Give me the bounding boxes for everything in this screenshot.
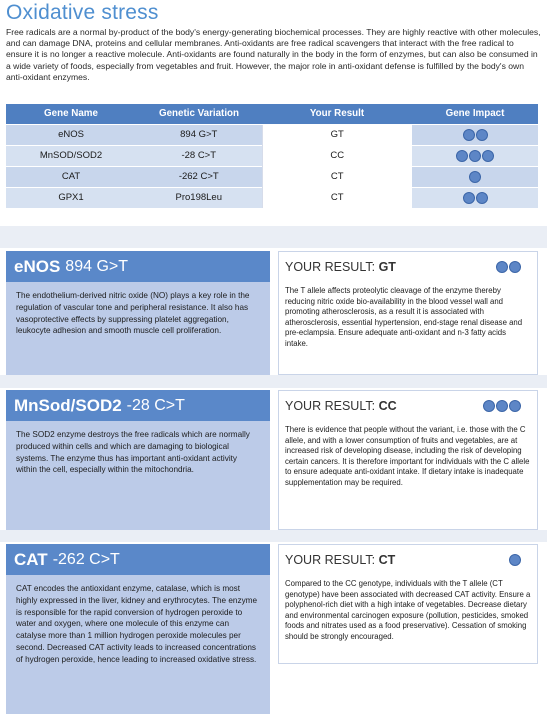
gene-name: MnSod/SOD2 bbox=[14, 395, 122, 415]
impact-dot-icon bbox=[509, 261, 521, 273]
result-panel bbox=[278, 251, 538, 375]
page-title: Oxidative stress bbox=[6, 1, 159, 24]
impact-dot-icon bbox=[476, 129, 488, 141]
gene-cell: eNOS bbox=[6, 124, 136, 145]
header-your-result: Your Result bbox=[262, 104, 412, 124]
variation-cell: 894 G>T bbox=[136, 124, 262, 145]
impact-dot-icon bbox=[483, 400, 495, 412]
impact-dot-icon bbox=[482, 150, 494, 162]
gene-section-enos bbox=[6, 251, 538, 375]
impact-dot-icon bbox=[463, 129, 475, 141]
table-row bbox=[6, 187, 538, 208]
gene-description: The endothelium-derived nitric oxide (NO) plays a key role in the regulation of vascular tone and peripheral resistance. It also has vasoprotective effects by suppressing platelet aggregation, leukocyte adhesion and smooth muscle cell proliferation. bbox=[16, 291, 250, 336]
header-genetic-variation: Genetic Variation bbox=[136, 104, 262, 124]
result-explanation: The T allele affects proteolytic cleavage of the enzyme thereby reducing nitric oxide bio-availability in the blood vessel wall and promoting atherosclerosis, as a result it is associated with atherosclerosis, essential hypertension, end-stage renal disease and pre-eclampsia. Ensure adequate anti-oxidant and n-3 fatty acids intake. bbox=[285, 286, 523, 348]
impact-dots bbox=[469, 171, 481, 183]
gene-section-cat bbox=[6, 544, 538, 714]
result-cell: GT bbox=[262, 124, 412, 145]
gene-description-panel bbox=[6, 251, 270, 375]
result-panel bbox=[278, 544, 538, 664]
header-gene-name: Gene Name bbox=[6, 104, 136, 124]
result-header bbox=[279, 252, 537, 281]
result-prefix: YOUR RESULT: bbox=[285, 398, 376, 413]
gene-variation: -28 C>T bbox=[126, 396, 185, 414]
summary-table bbox=[6, 104, 538, 208]
result-explanation: Compared to the CC genotype, individuals with the T allele (CT genotype) have been associated with decreased CAT activity. Ensure a polyphenol-rich diet with a high intake of vegetables. Decrease dietary and environmental carcinogen exposure (pollution, pesticides, smoked foods and nitrates used as a food preservative). Cessation of smoking should be strongly encouraged. bbox=[285, 579, 531, 641]
impact-cell bbox=[412, 166, 538, 187]
table-row bbox=[6, 124, 538, 145]
table-row bbox=[6, 145, 538, 166]
variation-cell: -262 C>T bbox=[136, 166, 262, 187]
table-header-row bbox=[6, 104, 538, 124]
gene-section-header bbox=[6, 544, 270, 575]
separator-band bbox=[0, 530, 547, 542]
result-cell: CT bbox=[262, 166, 412, 187]
gene-section-mnsod bbox=[6, 390, 538, 530]
gene-variation: -262 C>T bbox=[52, 550, 120, 568]
impact-dot-icon bbox=[456, 150, 468, 162]
table-row bbox=[6, 166, 538, 187]
gene-description-panel bbox=[6, 544, 270, 714]
impact-dot-icon bbox=[463, 192, 475, 204]
impact-cell bbox=[412, 187, 538, 208]
gene-name: CAT bbox=[14, 549, 48, 569]
gene-cell: GPX1 bbox=[6, 187, 136, 208]
gene-section-header bbox=[6, 390, 270, 421]
impact-dots bbox=[456, 150, 494, 162]
impact-dots bbox=[496, 261, 521, 273]
gene-variation: 894 G>T bbox=[65, 257, 128, 275]
result-explanation: There is evidence that people without the variant, i.e. those with the C allele, and with a lower consumption of fruits and vegetables, are at increased risk of developing disease, including the risk of developing certain cancers. It is therefore important for individuals with the C allele to ensure adequate anti-oxidant intake. If dietary intake is inadequate supplementation may be required. bbox=[285, 425, 530, 487]
gene-name: eNOS bbox=[14, 256, 61, 276]
impact-dot-icon bbox=[496, 261, 508, 273]
impact-dots bbox=[483, 400, 521, 412]
gene-description-panel bbox=[6, 390, 270, 530]
impact-dots bbox=[463, 129, 488, 141]
separator-band bbox=[0, 226, 547, 248]
result-label bbox=[285, 553, 395, 567]
result-label bbox=[285, 399, 397, 413]
variation-cell: -28 C>T bbox=[136, 145, 262, 166]
gene-cell: CAT bbox=[6, 166, 136, 187]
gene-description: The SOD2 enzyme destroys the free radicals which are normally produced within cells and which are damaging to biological systems. The enzyme thus has important anti-oxidant activity within the cell, especially within the mitochondria. bbox=[16, 430, 250, 475]
gene-section-header bbox=[6, 251, 270, 282]
result-genotype: GT bbox=[378, 259, 396, 274]
result-header bbox=[279, 391, 537, 420]
header-gene-impact: Gene Impact bbox=[412, 104, 538, 124]
impact-dot-icon bbox=[476, 192, 488, 204]
impact-dot-icon bbox=[496, 400, 508, 412]
result-prefix: YOUR RESULT: bbox=[285, 552, 376, 567]
impact-dots bbox=[509, 554, 521, 566]
impact-dot-icon bbox=[469, 171, 481, 183]
impact-dot-icon bbox=[469, 150, 481, 162]
separator-band bbox=[0, 375, 547, 388]
result-label bbox=[285, 260, 396, 274]
impact-cell bbox=[412, 124, 538, 145]
variation-cell: Pro198Leu bbox=[136, 187, 262, 208]
impact-dot-icon bbox=[509, 400, 521, 412]
result-cell: CC bbox=[262, 145, 412, 166]
impact-dot-icon bbox=[509, 554, 521, 566]
impact-cell bbox=[412, 145, 538, 166]
impact-dots bbox=[463, 192, 488, 204]
result-genotype: CT bbox=[378, 552, 396, 567]
gene-cell: MnSOD/SOD2 bbox=[6, 145, 136, 166]
result-panel bbox=[278, 390, 538, 530]
gene-description: CAT encodes the antioxidant enzyme, catalase, which is most highly expressed in the liver, kidney and erythrocytes. The enzyme is responsible for the rapid conversion of hydrogen peroxide to water and oxygen, where one molecule of this enzyme can catalyse more than 1 million hydrogen peroxide molecules per second. Decreased CAT activity leads to increased concentrations of hydrogen peroxide, hence leading to increased oxidative stress. bbox=[16, 584, 258, 664]
result-prefix: YOUR RESULT: bbox=[285, 259, 376, 274]
intro-paragraph: Free radicals are a normal by-product of the body's energy-generating biochemical processes. They are highly reactive with other molecules, and can damage DNA, proteins and cellular membranes. Anti-oxidants are free radical scavengers that interact with the free radical to ensure it is no longer a reactive molecule. Anti-oxidants are found naturally in the body in the form of enzymes, but can also be consumed in a wide variety of foods, especially from vegetables and fruit. However, the major role in anti-oxidant defense is fulfilled by the body's own anti-oxidant enzymes. bbox=[6, 27, 541, 82]
result-genotype: CC bbox=[378, 398, 397, 413]
result-header bbox=[279, 545, 537, 574]
result-cell: CT bbox=[262, 187, 412, 208]
